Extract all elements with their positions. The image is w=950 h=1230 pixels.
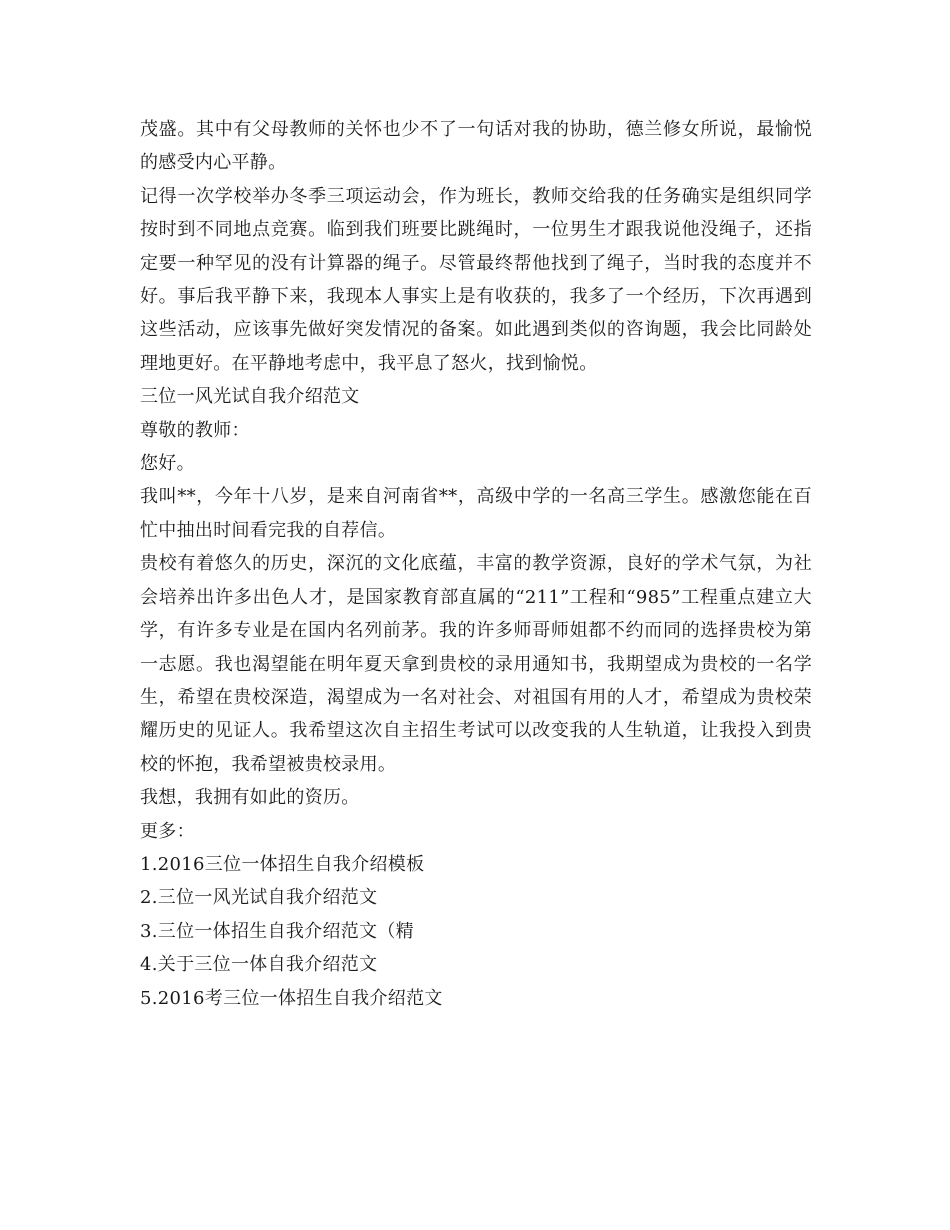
salutation: 尊敬的教师： xyxy=(140,419,250,441)
more-label: 更多： xyxy=(140,820,195,842)
section-title: 三位一风光试自我介绍范文 xyxy=(140,386,360,408)
more-link-item[interactable]: 1.2016三位一体招生自我介绍模板 xyxy=(140,853,425,875)
more-links-list xyxy=(140,848,812,1015)
more-link-item[interactable]: 3.三位一体招生自我介绍范文（精 xyxy=(140,920,414,942)
paragraph-self-intro: 我叫**，今年十八岁，是来自河南省**，高级中学的一名高三学生。感激您能在百忙中抽出时间看完我的自荐信。 xyxy=(140,486,812,541)
document-content xyxy=(140,113,812,1015)
paragraph-school: 贵校有着悠久的历史，深沉的文化底蕴，丰富的教学资源，良好的学术气氛，为社会培养出许多出色人才，是国家教育部直属的“211”工程和“985”工程重点建立大学，有许多专业是在国内名列前茅。我的许多师哥师姐都不约而同的选择贵校为第一志愿。我也渴望能在明年夏天拿到贵校的录用通知书，我期望成为贵校的一名学生，希望在贵校深造，渴望成为一名对社会、对祖国有用的人才，希望成为贵校荣耀历史的见证人。我希望这次自主招生考试可以改变我的人生轨道，让我投入到贵校的怀抱，我希望被贵校录用。 xyxy=(140,553,812,775)
greeting: 您好。 xyxy=(140,453,195,475)
more-link-item[interactable]: 5.2016考三位一体招生自我介绍范文 xyxy=(140,987,443,1009)
paragraph-sports-meet: 记得一次学校举办冬季三项运动会，作为班长，教师交给我的任务确实是组织同学按时到不同地点竞赛。临到我们班要比跳绳时，一位男生才跟我说他没绳子，还指定要一种罕见的没有计算器的绳子。尽管最终帮他找到了绳子，当时我的态度并不好。事后我平静下来，我现本人事实上是有收获的，我多了一个经历，下次再遇到这些活动，应该事先做好突发情况的备案。如此遇到类似的咨询题，我会比同龄处理地更好。在平静地考虑中，我平息了怒火，找到愉悦。 xyxy=(140,185,812,374)
more-link-item[interactable]: 4.关于三位一体自我介绍范文 xyxy=(140,954,378,976)
more-link-item[interactable]: 2.三位一风光试自我介绍范文 xyxy=(140,887,378,909)
paragraph-closing: 我想，我拥有如此的资历。 xyxy=(140,787,360,809)
paragraph-intro: 茂盛。其中有父母教师的关怀也少不了一句话对我的协助，德兰修女所说，最愉悦的感受内心平静。 xyxy=(140,119,812,174)
